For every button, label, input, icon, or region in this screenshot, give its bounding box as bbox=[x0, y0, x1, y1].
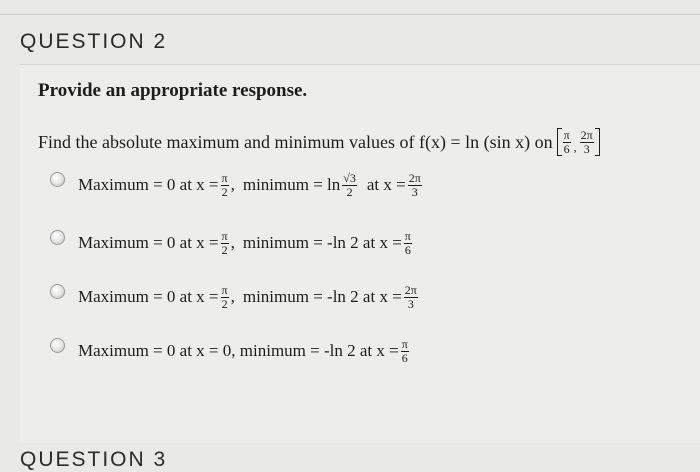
radio-button-option-3[interactable] bbox=[50, 284, 65, 299]
option-2-min-text: minimum = -ln 2 at x = bbox=[242, 233, 402, 253]
answer-option-4[interactable] bbox=[50, 338, 411, 364]
interval-left-fraction bbox=[563, 129, 571, 155]
prompt-text: Find the absolute maximum and minimum values of f(x) = ln (sin x) on bbox=[38, 131, 553, 152]
fraction-denominator: 3 bbox=[407, 296, 414, 311]
fraction-numerator: √3 bbox=[343, 171, 356, 185]
fraction-denominator: 2 bbox=[221, 242, 228, 257]
option-1-at-fraction bbox=[408, 172, 422, 198]
option-1-at-text: at x = bbox=[366, 175, 406, 195]
radio-button-option-1[interactable] bbox=[50, 172, 65, 187]
fraction-denominator: 3 bbox=[583, 141, 590, 156]
option-1-text bbox=[78, 172, 424, 198]
option-2-text bbox=[78, 230, 414, 256]
option-2-separator: , bbox=[230, 233, 235, 253]
fraction-numerator: π bbox=[221, 283, 228, 297]
option-3-text bbox=[78, 284, 420, 310]
fraction-numerator: π bbox=[221, 171, 228, 185]
option-1-min-text: minimum = ln bbox=[242, 175, 341, 195]
answer-option-1[interactable] bbox=[50, 172, 424, 198]
answer-option-3[interactable] bbox=[50, 284, 420, 310]
option-3-at-fraction bbox=[404, 284, 418, 310]
fraction-numerator: π bbox=[404, 229, 411, 243]
option-1-separator: , bbox=[230, 175, 235, 195]
next-question-header: QUESTION 3 bbox=[20, 448, 168, 471]
fraction-denominator: 2 bbox=[221, 296, 228, 311]
option-4-main-text: Maximum = 0 at x = 0, minimum = -ln 2 at x = bbox=[78, 341, 399, 361]
option-1-max-fraction bbox=[221, 172, 229, 198]
option-3-separator: , bbox=[230, 287, 235, 307]
fraction-numerator: 2π bbox=[408, 171, 421, 185]
fraction-denominator: 6 bbox=[404, 242, 411, 257]
interval-right-fraction bbox=[580, 129, 594, 155]
fraction-numerator: π bbox=[221, 229, 228, 243]
option-2-at-fraction bbox=[404, 230, 412, 256]
fraction-numerator: 2π bbox=[404, 283, 417, 297]
option-3-max-fraction bbox=[221, 284, 229, 310]
option-1-max-text: Maximum = 0 at x = bbox=[78, 175, 219, 195]
answer-option-2[interactable] bbox=[50, 230, 414, 256]
option-2-max-text: Maximum = 0 at x = bbox=[78, 233, 219, 253]
question-instructions: Provide an appropriate response. bbox=[38, 80, 308, 101]
fraction-denominator: 6 bbox=[401, 350, 408, 365]
option-3-max-text: Maximum = 0 at x = bbox=[78, 287, 219, 307]
fraction-numerator: π bbox=[563, 128, 570, 142]
option-2-max-fraction bbox=[221, 230, 229, 256]
option-1-min-fraction bbox=[342, 172, 357, 198]
fraction-denominator: 2 bbox=[221, 184, 228, 199]
option-4-text bbox=[78, 338, 411, 364]
fraction-numerator: 2π bbox=[580, 128, 593, 142]
interval-comma: , bbox=[573, 140, 577, 155]
option-4-at-fraction bbox=[401, 338, 409, 364]
question-header: QUESTION 2 bbox=[20, 30, 168, 53]
fraction-denominator: 6 bbox=[563, 141, 570, 156]
top-divider bbox=[0, 14, 700, 15]
fraction-denominator: 3 bbox=[411, 184, 418, 199]
fraction-numerator: π bbox=[401, 337, 408, 351]
option-3-min-text: minimum = -ln 2 at x = bbox=[242, 287, 402, 307]
interval-bracket bbox=[557, 128, 600, 156]
radio-button-option-2[interactable] bbox=[50, 230, 65, 245]
fraction-denominator: 2 bbox=[346, 184, 353, 199]
question-prompt bbox=[38, 128, 600, 156]
radio-button-option-4[interactable] bbox=[50, 338, 65, 353]
